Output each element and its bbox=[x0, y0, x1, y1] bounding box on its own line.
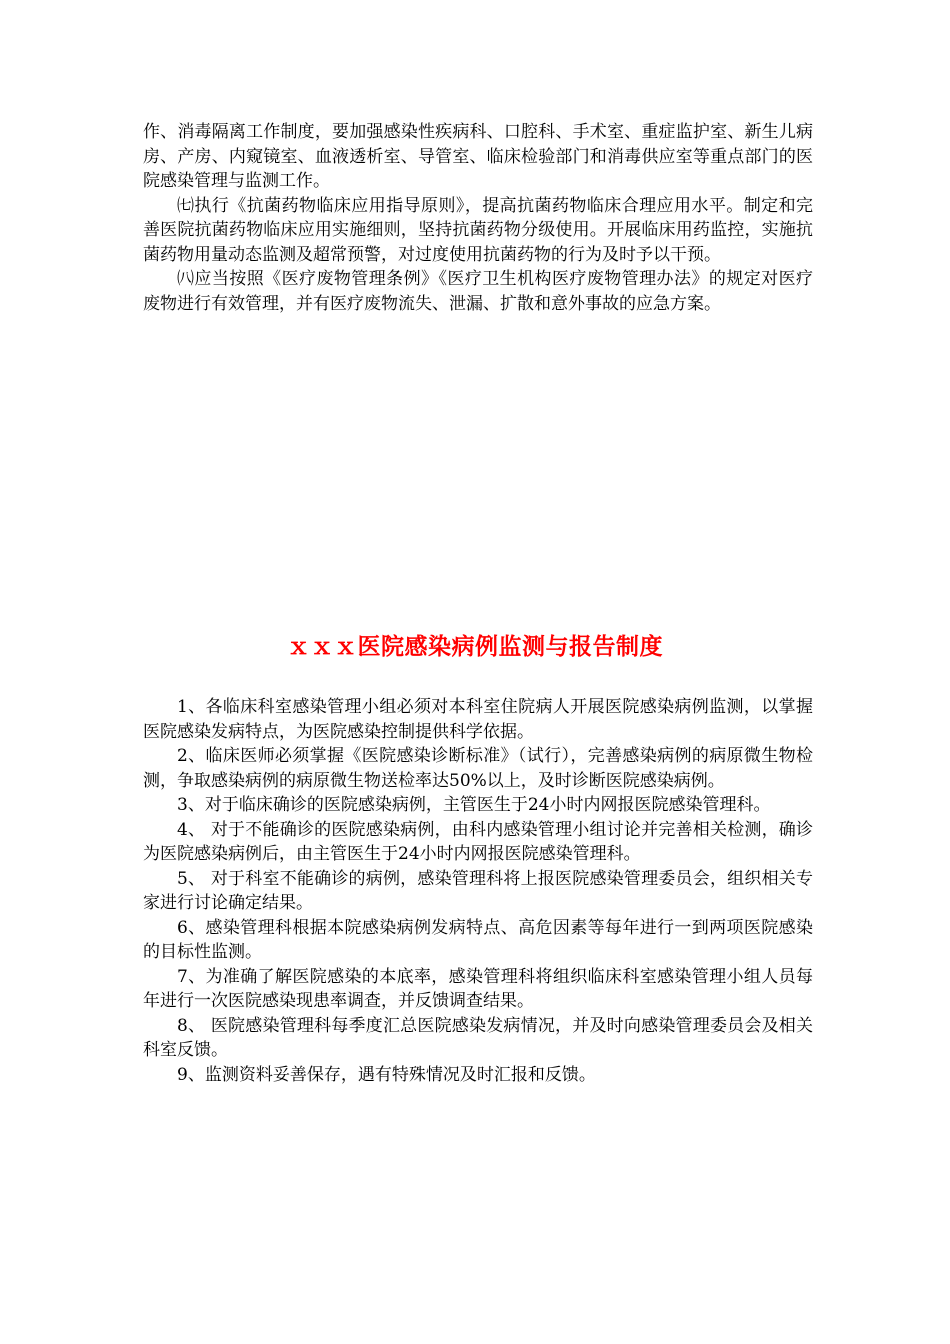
rule-item: 2、临床医师必须掌握《医院感染诊断标准》（试行），完善感染病例的病原微生物检测，争取感染病例的病原微生物送检率达50%以上，及时诊断医院感染病例。 bbox=[143, 746, 813, 791]
rule-item: 8、 医院感染管理科每季度汇总医院感染发病情况，并及时向感染管理委员会及相关科室反馈。 bbox=[143, 1015, 813, 1060]
rule-item: 5、 对于科室不能确诊的病例，感染管理科将上报医院感染管理委员会，组织相关专家进行讨论确定结果。 bbox=[143, 868, 813, 913]
rule-item: 6、感染管理科根据本院感染病例发病特点、高危因素等每年进行一到两项医院感染的目标性监测。 bbox=[143, 917, 813, 962]
rule-item: 3、对于临床确诊的医院感染病例，主管医生于24小时内网报医院感染管理科。 bbox=[177, 795, 771, 815]
rule-item: 7、为准确了解医院感染的本底率，感染管理科将组织临床科室感染管理小组人员每年进行一次医院感染现患率调查，并反馈调查结果。 bbox=[143, 966, 813, 1011]
continued-text-block bbox=[143, 120, 813, 316]
paragraph-item-7: ㈦执行《抗菌药物临床应用指导原则》，提高抗菌药物临床合理应用水平。制定和完善医院抗菌药物临床应用实施细则，坚持抗菌药物分级使用。开展临床用药监控，实施抗菌药物用量动态监测及超常预警，对过度使用抗菌药物的行为及时予以干预。 bbox=[143, 195, 813, 265]
section-title: ｘｘｘ医院感染病例监测与报告制度 bbox=[287, 634, 663, 660]
rules-list bbox=[143, 695, 813, 1087]
paragraph-item-8: ㈧应当按照《医疗废物管理条例》《医疗卫生机构医疗废物管理办法》的规定对医疗废物进行有效管理，并有医疗废物流失、泄漏、扩散和意外事故的应急方案。 bbox=[143, 269, 813, 314]
rule-item: 1、各临床科室感染管理小组必须对本科室住院病人开展医院感染病例监测，以掌握医院感染发病特点，为医院感染控制提供科学依据。 bbox=[143, 697, 813, 742]
rule-item: 4、 对于不能确诊的医院感染病例，由科内感染管理小组讨论并完善相关检测，确诊为医院感染病例后，由主管医生于24小时内网报医院感染管理科。 bbox=[143, 819, 813, 864]
continued-paragraph: 作、消毒隔离工作制度，要加强感染性疾病科、口腔科、手术室、重症监护室、新生儿病房、产房、内窥镜室、血液透析室、导管室、临床检验部门和消毒供应室等重点部门的医院感染管理与监测工作。 bbox=[143, 122, 813, 191]
rule-item: 9、监测资料妥善保存，遇有特殊情况及时汇报和反馈。 bbox=[177, 1064, 596, 1085]
